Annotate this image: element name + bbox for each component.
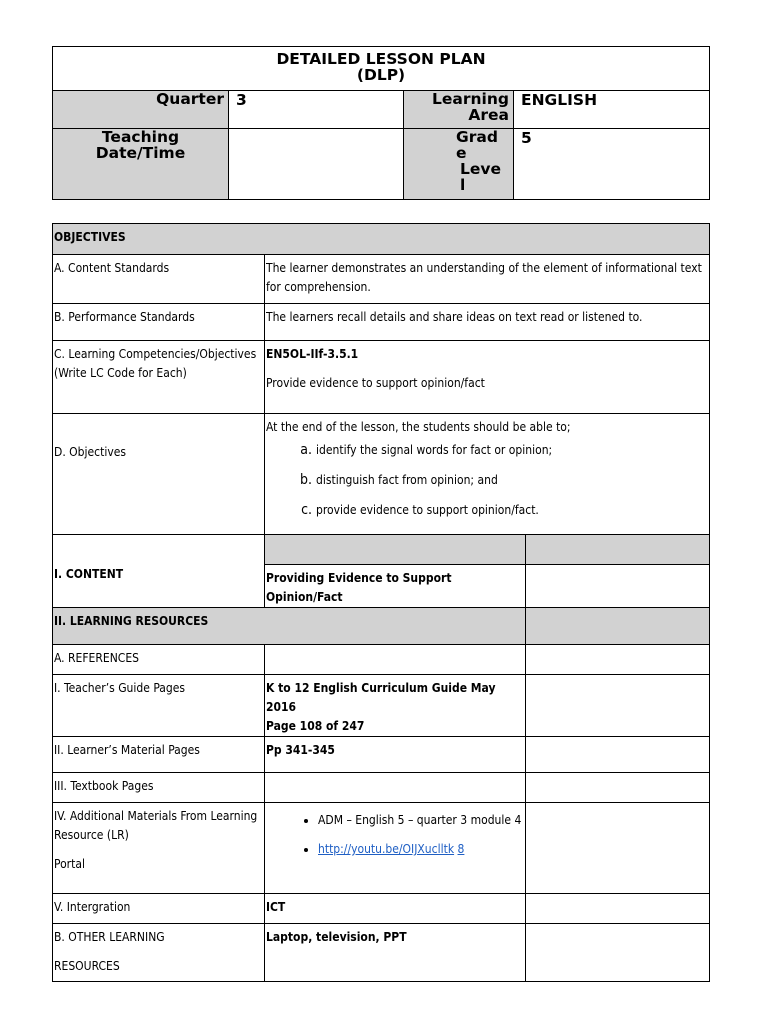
teachers-guide-label: I. Teacher’s Guide Pages	[53, 675, 265, 737]
content-spacer-grey	[265, 535, 526, 565]
objective-item: c. provide evidence to support opinion/fact.	[316, 501, 709, 520]
objective-item: b. distinguish fact from opinion; and	[316, 471, 709, 490]
learners-material-value: Pp 341-345	[265, 737, 526, 773]
objectives-heading: OBJECTIVES	[53, 224, 710, 255]
teaching-label-line1: Teaching	[101, 128, 180, 146]
grade-label-line1: Grad	[456, 128, 498, 146]
lesson-plan-table	[52, 223, 710, 982]
additional-materials-value	[265, 803, 526, 894]
references-label: A. REFERENCES	[53, 645, 265, 675]
additional-link-item	[318, 840, 525, 859]
integration-extra	[526, 894, 710, 924]
learning-area-value: ENGLISH	[514, 91, 710, 129]
grade-label-line2: e	[456, 144, 467, 162]
header-table	[52, 46, 710, 200]
quarter-value: 3	[229, 91, 404, 129]
textbook-extra	[526, 773, 710, 803]
content-standards-label: A. Content Standards	[53, 255, 265, 304]
competencies-value	[265, 341, 710, 414]
additional-label-line1: IV. Additional Materials From Learning Resource (LR)	[54, 809, 258, 842]
learners-material-extra	[526, 737, 710, 773]
other-label-line1: B. OTHER LEARNING	[54, 930, 165, 944]
objectives-value	[265, 414, 710, 535]
document-title-line2: (DLP)	[356, 66, 406, 84]
additional-item: • ADM – English 5 – quarter 3 module 4	[318, 811, 525, 830]
quarter-label-text: Quarter	[156, 90, 224, 108]
content-label: I. CONTENT	[53, 565, 265, 608]
grade-label-line3: Leve	[460, 160, 502, 178]
teachers-guide-line2: Page 108 of 247	[266, 719, 365, 733]
objectives-label: D. Objectives	[53, 414, 265, 535]
teaching-date-label	[53, 129, 229, 200]
grade-level-value: 5	[514, 129, 710, 200]
learning-resources-heading: II. LEARNING RESOURCES	[53, 608, 526, 645]
document-title-line1: DETAILED LESSON PLAN	[276, 50, 486, 68]
content-label-spacer	[53, 535, 265, 565]
competencies-label: C. Learning Competencies/Objectives (Write LC Code for Each)	[53, 341, 265, 414]
quarter-label	[53, 91, 229, 129]
competencies-code: EN5OL-IIf-3.5.1	[266, 347, 359, 361]
performance-standards-value: The learners recall details and share ideas on text read or listened to.	[265, 304, 710, 341]
objectives-intro: At the end of the lesson, the students should be able to;	[266, 420, 571, 434]
performance-standards-label: B. Performance Standards	[53, 304, 265, 341]
youtube-link[interactable]: http://youtu.be/OIJXuclltk	[318, 842, 455, 856]
other-resources-extra	[526, 924, 710, 982]
integration-value: ICT	[265, 894, 526, 924]
teachers-guide-line1: K to 12 English Curriculum Guide May 2016	[266, 681, 496, 714]
learning-area-label-line2: Area	[468, 106, 509, 124]
document-title	[53, 47, 710, 91]
learning-resources-extra	[526, 608, 710, 645]
content-extra	[526, 565, 710, 608]
other-resources-label	[53, 924, 265, 982]
other-label-line2: RESOURCES	[54, 959, 120, 973]
learning-area-label-line1: Learning	[432, 90, 509, 108]
content-value: Providing Evidence to Support Opinion/Fact	[265, 565, 526, 608]
other-resources-value: Laptop, television, PPT	[265, 924, 526, 982]
additional-materials-label	[53, 803, 265, 894]
youtube-link-suffix[interactable]: 8	[457, 842, 465, 856]
learners-material-label: II. Learner’s Material Pages	[53, 737, 265, 773]
grade-label-line4: l	[460, 176, 466, 194]
references-extra	[526, 645, 710, 675]
additional-label-line2: Portal	[54, 857, 85, 871]
references-value	[265, 645, 526, 675]
additional-materials-extra	[526, 803, 710, 894]
additional-materials-list	[266, 811, 525, 859]
textbook-label: III. Textbook Pages	[53, 773, 265, 803]
learning-area-label	[404, 91, 514, 129]
textbook-value	[265, 773, 526, 803]
competencies-text: Provide evidence to support opinion/fact	[266, 376, 485, 390]
objective-item: a. identify the signal words for fact or opinion;	[316, 441, 709, 460]
grade-level-label	[404, 129, 514, 200]
content-standards-value: The learner demonstrates an understanding of the element of informational text for comprehension.	[265, 255, 710, 304]
integration-label: V. Intergration	[53, 894, 265, 924]
teaching-label-line2: Date/Time	[95, 144, 186, 162]
teachers-guide-extra	[526, 675, 710, 737]
teaching-date-value	[229, 129, 404, 200]
content-spacer-grey-right	[526, 535, 710, 565]
objectives-list	[266, 441, 709, 520]
teachers-guide-value	[265, 675, 526, 737]
